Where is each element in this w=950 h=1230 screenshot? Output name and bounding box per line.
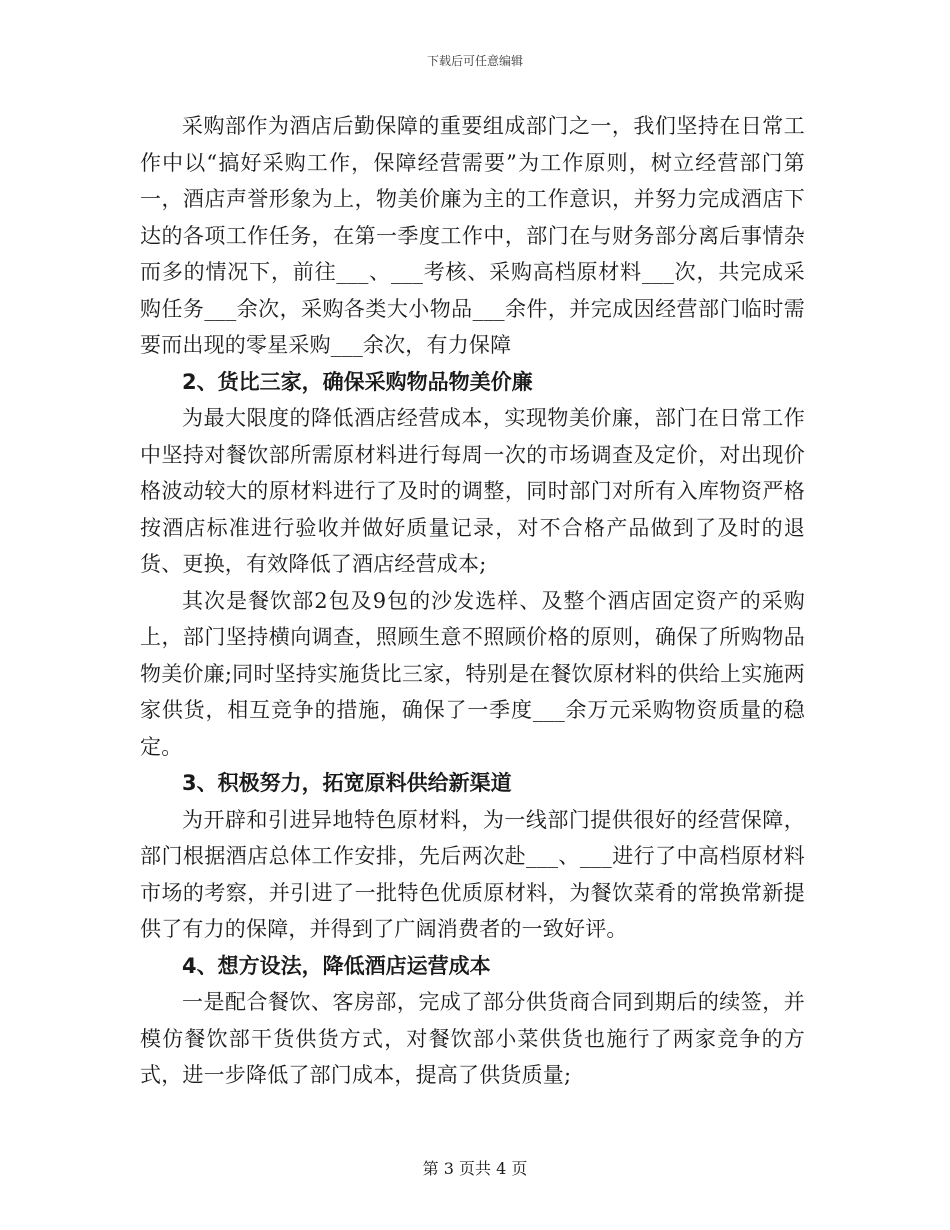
paragraph-intro: 采购部作为酒店后勤保障的重要组成部门之一，我们坚持在日常工作中以“搞好采购工作，保障经营需要”为工作原则，树立经营部门第一，酒店声誉形象为上，物美价廉为主的工作意识，并努力完成酒店下达的各项工作任务，在第一季度工作中，部门在与财务部分离后事情杂而多的情况下，前往___、___考核、采购高档原材料___次，共完成采购任务___余次，采购各类大小物品___余件，并完成因经营部门临时需要而出现的零星采购___余次，有力保障 <box>140 114 805 357</box>
document-body <box>140 108 805 1094</box>
paragraph-operating-cost: 一是配合餐饮、客房部，完成了部分供货商合同到期后的续签，并模仿餐饮部干货供货方式，对餐饮部小菜供货也施行了两家竞争的方式，进一步降低了部门成本，提高了供货质量; <box>140 990 805 1087</box>
page-number-footer: 第 3 页共 4 页 <box>422 1159 528 1178</box>
page-header-note: 下载后可任意编辑 <box>426 54 523 68</box>
section-heading-3: 3、积极努力，拓宽原料供给新渠道 <box>182 771 512 795</box>
section-heading-2: 2、货比三家，确保采购物品物美价廉 <box>182 369 533 394</box>
paragraph-furniture-procurement: 其次是餐饮部2包及9包的沙发选样、及整个酒店固定资产的采购上，部门坚持横向调查，照顾生意不照顾价格的原则，确保了所购物品物美价廉;同时坚持实施货比三家，特别是在餐饮原材料的供给上实施两家供货，相互竞争的措施，确保了一季度___余万元采购物资质量的稳定。 <box>140 588 805 759</box>
paragraph-cost-reduction: 为最大限度的降低酒店经营成本，实现物美价廉，部门在日常工作中坚持对餐饮部所需原材料进行每周一次的市场调查及定价，对出现价格波动较大的原材料进行了及时的调整，同时部门对所有入库物资严格按酒店标准进行验收并做好质量记录，对不合格产品做到了及时的退货、更换，有效降低了酒店经营成本; <box>140 406 805 576</box>
section-heading-4: 4、想方设法，降低酒店运营成本 <box>182 953 491 978</box>
paragraph-new-channels: 为开辟和引进异地特色原材料，为一线部门提供很好的经营保障，部门根据酒店总体工作安排，先后两次赴___、___进行了中高档原材料市场的考察，并引进了一批特色优质原材料，为餐饮菜肴的常换常新提供了有力的保障，并得到了广阔消费者的一致好评。 <box>140 807 805 941</box>
